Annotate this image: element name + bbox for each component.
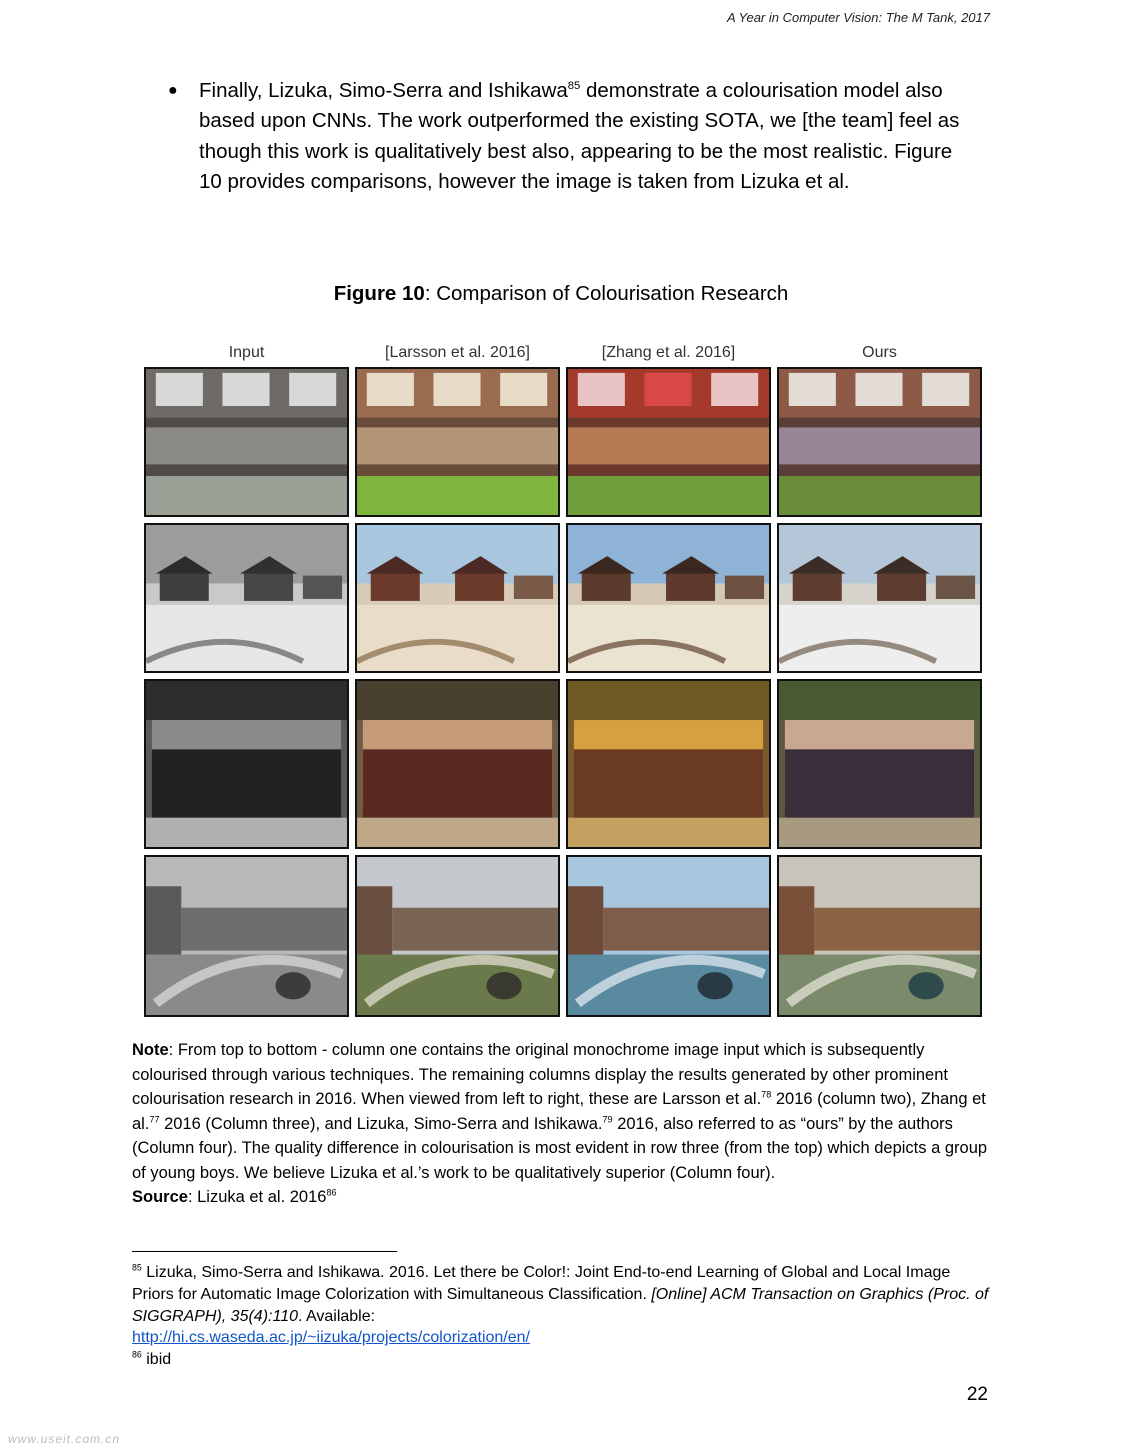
footnote-86 — [132, 1349, 994, 1371]
note-text-3: 2016 (Column three), and Lizuka, Simo-Serra and Ishikawa. — [159, 1114, 603, 1133]
image-boys-ours — [777, 679, 982, 849]
column-header-input: Input — [228, 344, 265, 361]
image-row-mill — [141, 855, 985, 1017]
watermark: www.useit.com.cn — [8, 1432, 121, 1446]
image-houses-input — [144, 523, 349, 673]
bullet-text-a: Finally, Lizuka, Simo-Serra and Ishikawa — [199, 79, 568, 102]
image-row-workers — [141, 367, 985, 517]
figure-title — [0, 282, 1122, 306]
footnote-ref-86[interactable]: 86 — [326, 1187, 337, 1198]
image-mill-larsson — [355, 855, 560, 1017]
image-mill-ours — [777, 855, 982, 1017]
footnotes — [132, 1262, 994, 1371]
footnote-85-text: Lizuka, Simo-Serra and Ishikawa. 2016. Let there be Color!: Joint End-to-end Learning of Global and Local Image Priors for Automatic Image Colorization with Simultaneous Classification. — [132, 1264, 951, 1303]
note-text-1: : From top to bottom - column one contains the original monochrome image input which is subsequently colourised through various techniques. The remaining columns display the results generated by other prominent colourisation research in 2016. When viewed from left to right, these are Larsson et al. — [132, 1041, 948, 1108]
image-workers-input — [144, 367, 349, 517]
column-header-larsson: [Larsson et al. 2016] — [385, 344, 530, 361]
image-houses-zhang — [566, 523, 771, 673]
image-houses-larsson — [355, 523, 560, 673]
image-boys-input — [144, 679, 349, 849]
column-header-zhang: [Zhang et al. 2016] — [601, 344, 736, 361]
column-header-ours: Ours — [862, 344, 897, 361]
image-workers-larsson — [355, 367, 560, 517]
bullet-text-b: demonstrate a colourisation model also based upon CNNs. The work outperformed the existing SOTA, we [the team] feel as though this work is qualitatively best also, appearing to be the most realistic. Figure 10 provides comparisons, however the image is taken from Lizuka et al. — [199, 79, 960, 194]
image-mill-input — [144, 855, 349, 1017]
footnote-number-85: 85 — [132, 1262, 142, 1273]
note-text-2: 2016 (column two), Zhang et al. — [132, 1090, 986, 1133]
image-row-boys — [141, 679, 985, 849]
column-headers — [141, 342, 985, 367]
footnote-85 — [132, 1262, 994, 1349]
image-mill-zhang — [566, 855, 771, 1017]
page-number: 22 — [966, 1384, 988, 1405]
note-text-4: 2016, also referred to as “ours” by the authors (Column four). The quality difference in colourisation is most evident in row three (from the top) which depicts a group of young boys. We believe Lizuka et al.’s work to be qualitatively superior (Column four). — [132, 1114, 988, 1182]
bullet-text — [199, 76, 968, 198]
running-header: A Year in Computer Vision: The M Tank, 2017 — [726, 10, 990, 25]
figure-label: Figure 10 — [333, 282, 425, 305]
image-workers-zhang — [566, 367, 771, 517]
bullet-dot-icon: ● — [168, 82, 178, 99]
image-boys-zhang — [566, 679, 771, 849]
image-row-houses — [141, 523, 985, 673]
bullet-paragraph — [168, 76, 968, 198]
footnote-85-journal: [Online] ACM Transaction on Graphics (Proc. of SIGGRAPH), 35(4):110 — [132, 1285, 989, 1325]
footnote-85-link[interactable]: http://hi.cs.waseda.ac.jp/~iizuka/projects/colorization/en/ — [132, 1329, 530, 1347]
source-label: Source — [132, 1188, 188, 1206]
footnote-ref-78[interactable]: 78 — [761, 1089, 772, 1100]
image-houses-ours — [777, 523, 982, 673]
footnote-85-tail: . Available: — [297, 1307, 376, 1325]
note-label: Note — [132, 1041, 169, 1059]
footnote-ref-77[interactable]: 77 — [149, 1114, 160, 1124]
source-text: : Lizuka et al. 2016 — [187, 1188, 327, 1206]
figure-image-grid — [141, 342, 985, 1023]
footnote-divider — [132, 1251, 397, 1252]
footnote-number-86: 86 — [132, 1349, 142, 1360]
footnote-ref-79[interactable]: 79 — [602, 1114, 613, 1124]
footnote-ref-85[interactable]: 85 — [567, 80, 581, 93]
image-workers-ours — [777, 367, 982, 517]
image-boys-larsson — [355, 679, 560, 849]
figure-caption: : Comparison of Colourisation Research — [424, 282, 789, 305]
footnote-86-text: ibid — [141, 1351, 172, 1369]
figure-note — [132, 1038, 994, 1210]
